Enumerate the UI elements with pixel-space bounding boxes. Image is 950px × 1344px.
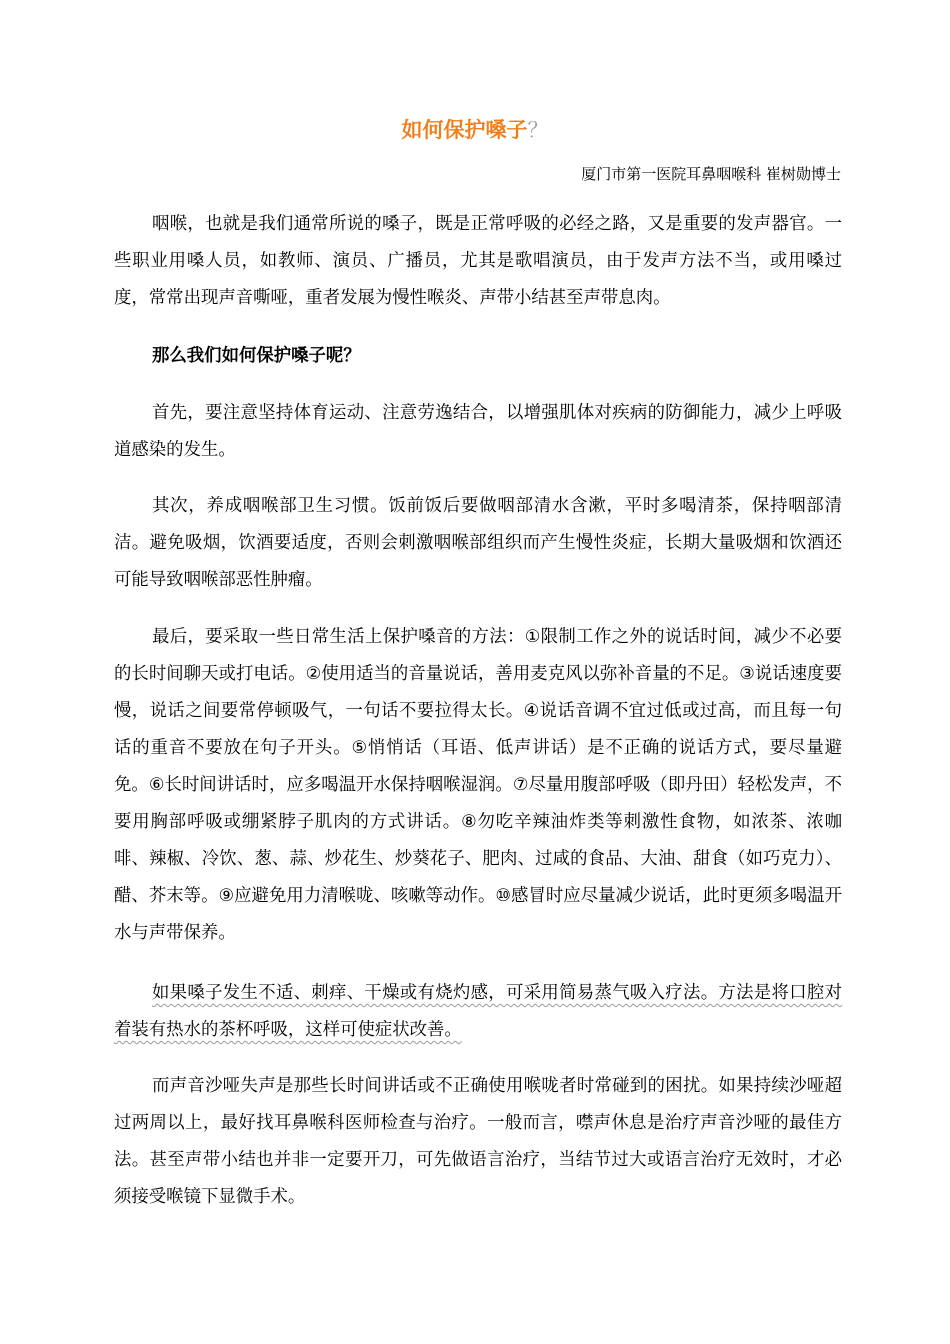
first-advice-paragraph: 首先，要注意坚持体育运动、注意劳逸结合，以增强肌体对疾病的防御能力，减少上呼吸道感染的发生。 — [114, 403, 842, 460]
title-text: 如何保护嗓子 — [401, 118, 528, 142]
section-question-heading: 那么我们如何保护嗓子呢？ — [152, 346, 361, 366]
second-advice-paragraph: 其次，养成咽喉部卫生习惯。饭前饭后要做咽部清水含漱，平时多喝清茶，保持咽部清洁。避免吸烟，饮酒要适度，否则会刺激咽喉部组织而产生慢性炎症，长期大量吸烟和饮酒还可能导致咽喉部恶性肿瘤。 — [114, 496, 842, 590]
final-advice-paragraph: 最后，要采取一些日常生活上保护嗓音的方法：①限制工作之外的说话时间，减少不必要的长时间聊天或打电话。②使用适当的音量说话，善用麦克风以弥补音量的不足。③说话速度要慢，说话之间要常停顿吸气，一句话不要拉得太长。④说话音调不宜过低或过高，而且每一句话的重音不要放在句子开头。⑤悄悄话（耳语、低声讲话）是不正确的说话方式，要尽量避免。⑥长时间讲话时，应多喝温开水保持咽喉湿润。⑦尽量用腹部呼吸（即丹田）轻松发声，不要用胸部呼吸或绷紧脖子肌肉的方式讲话。⑧勿吃辛辣油炸类等刺激性食物，如浓茶、浓咖啡、辣椒、冷饮、葱、蒜、炒花生、炒葵花子、肥肉、过咸的食品、大油、甜食（如巧克力）、醋、芥末等。⑨应避免用力清喉咙、咳嗽等动作。⑩感冒时应尽量减少说话，此时更须多喝温开水与声带保养。 — [114, 627, 842, 943]
hoarseness-paragraph: 而声音沙哑失声是那些长时间讲话或不正确使用喉咙者时常碰到的困扰。如果持续沙哑超过两周以上，最好找耳鼻喉科医师检查与治疗。一般而言，噤声休息是治疗声音沙哑的最佳方法。甚至声带小结也并非一定要开刀，可先做语言治疗，当结节过大或语言治疗无效时，才必须接受喉镜下显微手术。 — [114, 1076, 842, 1207]
steam-therapy-paragraph — [114, 975, 842, 1049]
intro-paragraph: 咽喉，也就是我们通常所说的嗓子，既是正常呼吸的必经之路，又是重要的发声器官。一些职业用嗓人员，如教师、演员、广播员，尤其是歌唱演员，由于发声方法不当，或用嗓过度，常常出现声音嘶哑，重者发展为慢性喉炎、声带小结甚至声带息肉。 — [114, 214, 842, 308]
title-question-mark: ？ — [527, 118, 549, 142]
author-byline: 厦门市第一医院耳鼻咽喉科 崔树勋博士 — [581, 165, 841, 183]
document-title — [0, 114, 950, 146]
steam-therapy-text: 如果嗓子发生不适、刺痒、干燥或有烧灼感，可采用简易蒸气吸入疗法。方法是将口腔对着装有热水的茶杯呼吸，这样可使症状改善。 — [114, 983, 842, 1040]
